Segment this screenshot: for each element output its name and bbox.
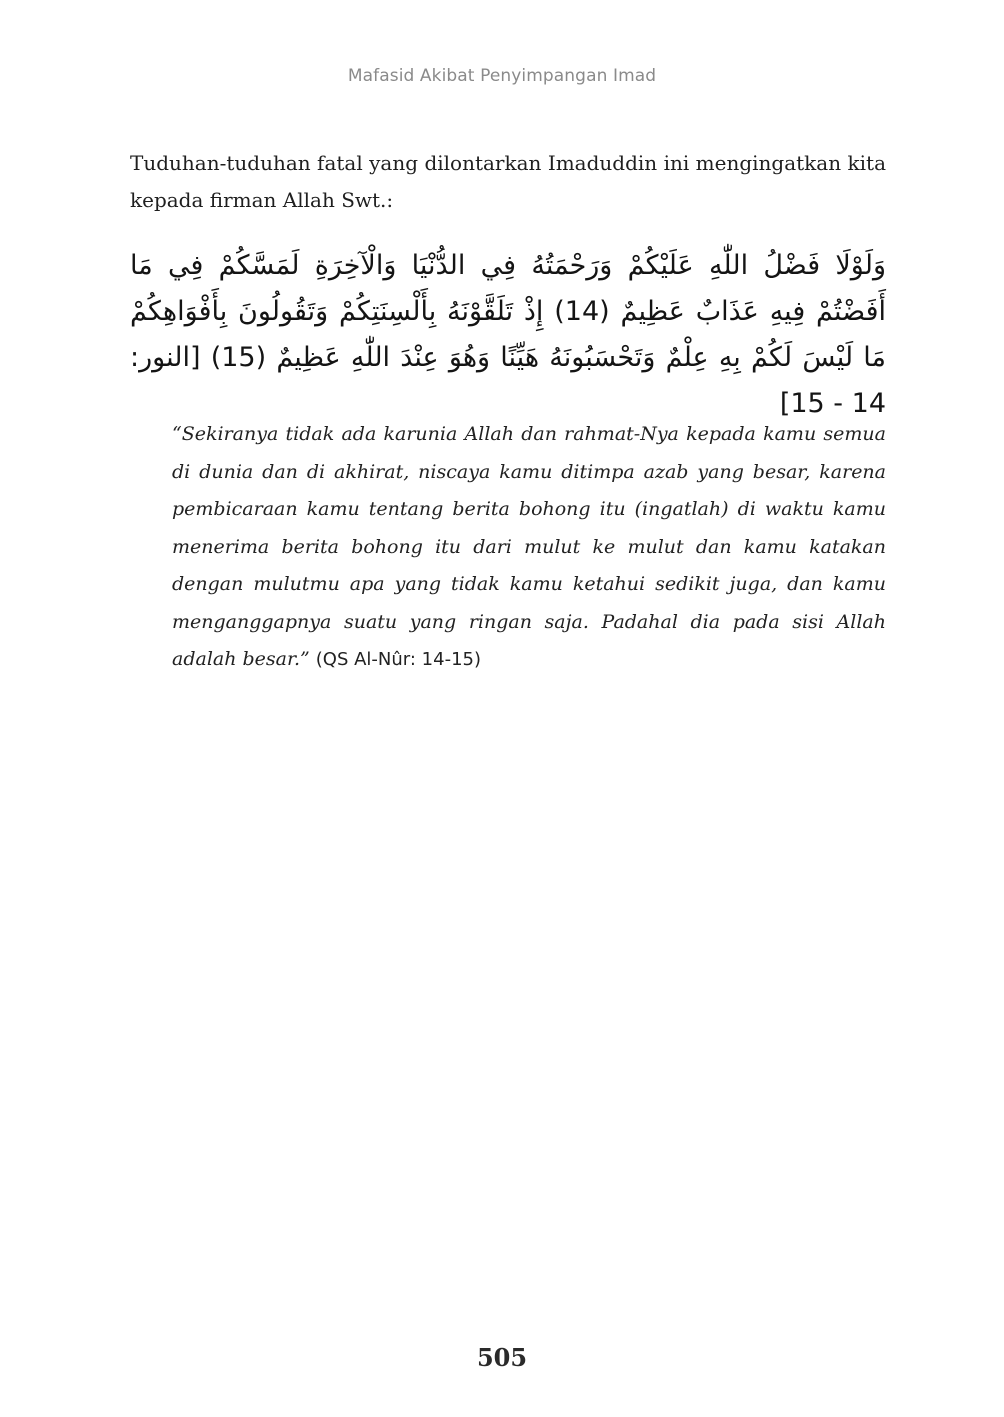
page-number: 505 — [476, 1343, 528, 1372]
translation-quote: “Sekiranya tidak ada karunia Allah dan rahmat-Nya kepada kamu semua di dunia dan di akhirat, niscaya kamu ditimpa azab yang besar, karena pembicaraan kamu tentang berita bohong itu (ingatlah) di waktu kamu menerima berita bohong itu dari mulut ke mulut dan kamu katakan dengan mulutmu apa yang tidak kamu ketahui sedikit juga, dan kamu menganggapnya suatu yang ringan saja. Padahal dia pada sisi Allah adalah besar.” — [172, 423, 886, 670]
intro-paragraph: Tuduhan-tuduhan fatal yang dilontarkan Imaduddin ini mengingatkan kita kepada firman Allah Swt.: — [130, 151, 886, 212]
running-header-title: Mafasid Akibat Penyimpangan Imad — [347, 66, 657, 86]
translation-citation: (QS Al-Nûr: 14-15) — [315, 649, 481, 670]
arabic-verse: وَلَوْلَا فَضْلُ اللّٰهِ عَلَيْكُمْ وَرَحْمَتُهُ فِي الدُّنْيَا وَالْآخِرَةِ لَمَسَّكُمْ فِي مَا أَفَضْتُمْ فِيهِ عَذَابٌ عَظِيمٌ (14) إِذْ تَلَقَّوْنَهُ بِأَلْسِنَتِكُمْ وَتَقُولُونَ بِأَفْوَاهِكُمْ مَا لَيْسَ لَكُمْ بِهِ عِلْمٌ وَتَحْسَبُونَهُ هَيِّنًا وَهُوَ عِنْدَ اللّٰهِ عَظِيمٌ (15) [النور: 14 - 15] — [130, 250, 886, 419]
verse-translation — [172, 416, 886, 679]
